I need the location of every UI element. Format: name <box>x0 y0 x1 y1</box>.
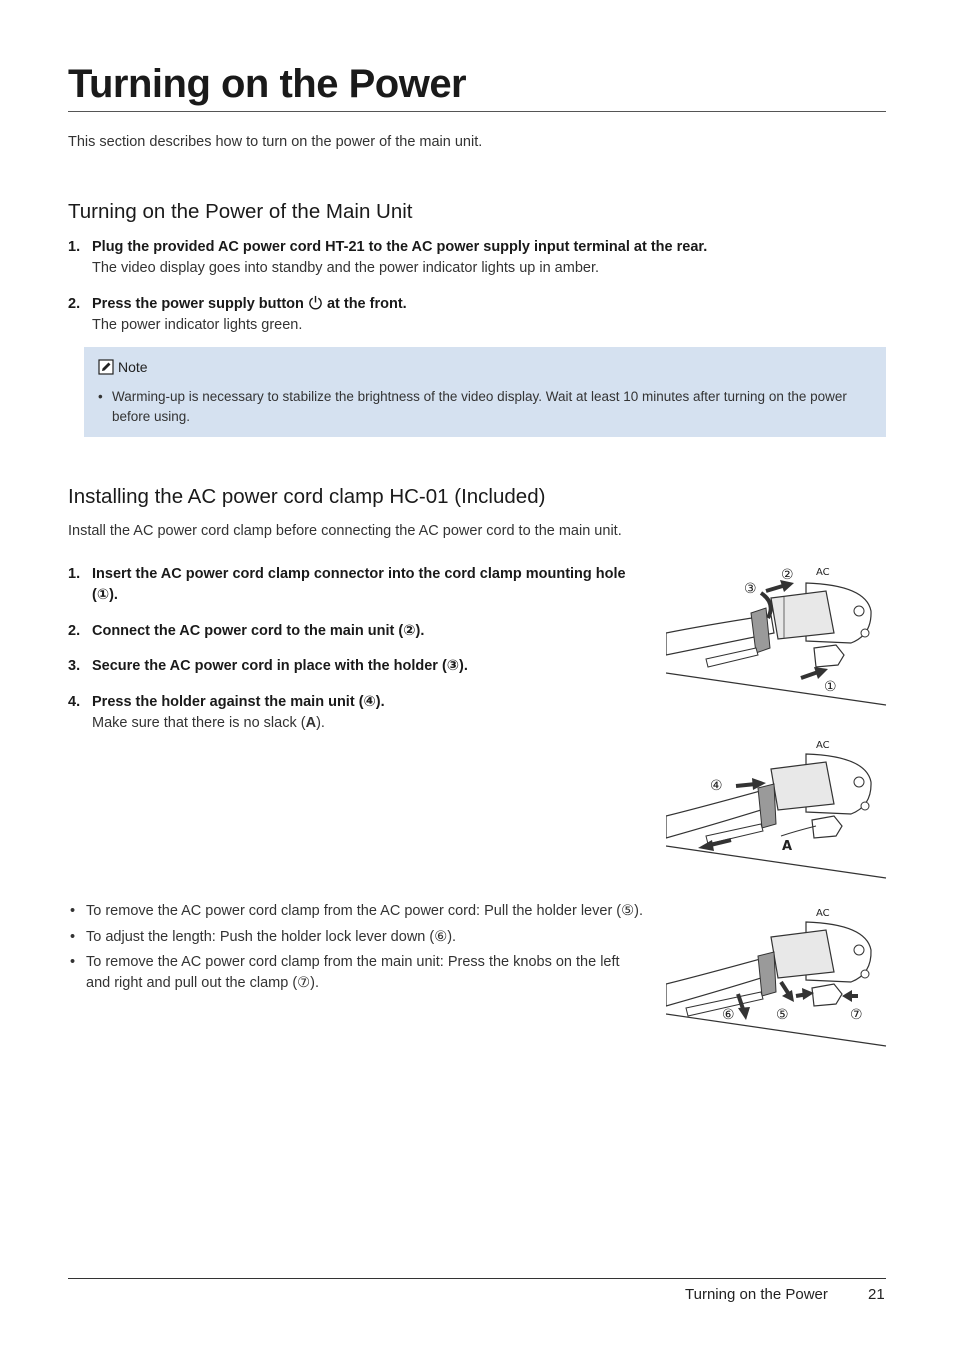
slack-label: A <box>305 715 317 731</box>
subtext-after: ). <box>316 715 325 731</box>
step-subtext: The power indicator lights green. <box>92 317 303 333</box>
section-heading-cord-clamp: Installing the AC power cord clamp HC-01 (Included) <box>68 485 546 508</box>
list-item-text: To adjust the length: Push the holder lock lever down (⑥). <box>86 928 457 945</box>
title-divider <box>68 111 886 112</box>
callout-a: A <box>782 839 793 854</box>
step-item <box>68 237 886 279</box>
page-intro: This section describes how to turn on the power of the main unit. <box>68 134 483 150</box>
footer-section-title: Turning on the Power <box>685 1286 828 1303</box>
step-text: Insert the AC power cord clamp connector into the cord clamp mounting hole (①). <box>92 566 626 603</box>
note-bullet <box>98 387 874 426</box>
step-subtext: The video display goes into standby and the power indicator lights up in amber. <box>92 260 600 276</box>
step-item <box>68 564 643 606</box>
step-text: Press the holder against the main unit (④). <box>92 694 385 710</box>
step-text: Secure the AC power cord in place with the holder (③). <box>92 658 468 674</box>
step-number: 2. <box>68 296 81 312</box>
note-box <box>84 347 886 437</box>
subtext-before: Make sure that there is no slack ( <box>92 715 306 731</box>
ac-label: AC <box>816 740 830 751</box>
figure-clamp-press <box>666 736 888 881</box>
list-item-text: To remove the AC power cord clamp from the AC power cord: Pull the holder lever (⑤). <box>86 903 643 919</box>
step-text: Connect the AC power cord to the main unit (②). <box>92 623 425 639</box>
power-icon <box>308 295 323 310</box>
step-item <box>68 656 643 677</box>
list-item: • To adjust the length: Push the holder lock lever down (⑥). <box>70 928 457 945</box>
step-subtext <box>92 713 643 734</box>
step-text-before: Press the power supply button <box>92 296 304 312</box>
section-heading-main-unit: Turning on the Power of the Main Unit <box>68 200 413 223</box>
step-text: Plug the provided AC power cord HT-21 to the AC power supply input terminal at the rear. <box>92 239 708 255</box>
list-item-text: To remove the AC power cord clamp from the main unit: Press the knobs on the left and right and pull out the clamp (⑦). <box>86 954 620 991</box>
page-title: Turning on the Power <box>68 62 467 106</box>
pencil-note-icon <box>98 359 114 375</box>
callout-7: ⑦ <box>850 1007 863 1023</box>
figure-clamp-remove <box>666 904 888 1049</box>
note-label: Note <box>118 359 148 375</box>
tips-list <box>68 901 643 998</box>
footer-divider <box>68 1278 886 1279</box>
step-item <box>68 294 886 336</box>
step-number: 2. <box>68 623 81 639</box>
ac-label: AC <box>816 567 830 578</box>
step-text <box>92 294 886 315</box>
note-header <box>98 359 148 375</box>
list-item: • To remove the AC power cord clamp from the AC power cord: Pull the holder lever (⑤). <box>70 903 643 919</box>
section-intro: Install the AC power cord clamp before connecting the AC power cord to the main unit. <box>68 523 622 539</box>
bullet-dot: • <box>98 389 103 404</box>
step-item <box>68 621 643 642</box>
callout-2: ② <box>781 567 794 583</box>
step-number: 3. <box>68 658 81 674</box>
note-text: Warming-up is necessary to stabilize the brightness of the video display. Wait at least 10 minutes after turning on the power before using. <box>112 389 847 424</box>
callout-3: ③ <box>744 581 757 597</box>
step-text-after: at the front. <box>326 296 407 312</box>
list-item: • To remove the AC power cord clamp from the main unit: Press the knobs on the left and right and pull out the clamp (⑦). <box>70 954 620 991</box>
step-number: 4. <box>68 694 81 710</box>
page-number: 21 <box>868 1286 885 1303</box>
step-number: 1. <box>68 566 81 582</box>
ac-label: AC <box>816 908 830 919</box>
callout-4: ④ <box>710 778 723 794</box>
step-item <box>68 692 643 734</box>
figure-clamp-insert <box>666 563 888 708</box>
callout-1: ① <box>824 679 837 695</box>
callout-6: ⑥ <box>722 1007 735 1023</box>
step-number: 1. <box>68 239 81 255</box>
callout-5: ⑤ <box>776 1007 789 1023</box>
